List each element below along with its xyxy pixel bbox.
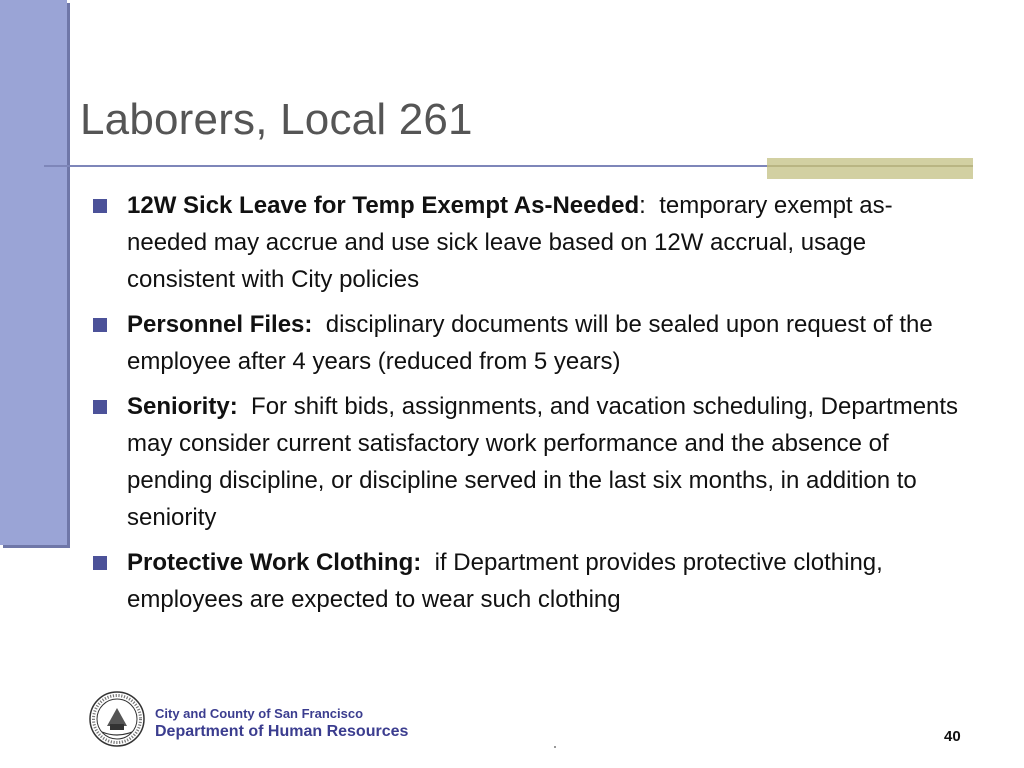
page-number: 40 xyxy=(944,728,961,745)
bullet-item xyxy=(92,187,972,298)
bullet-text: temporary exempt as-needed may accrue and use sick leave based on 12W accrual, usage consistent with City policies xyxy=(127,192,893,293)
bullet-text: disciplinary documents will be sealed upon request of the employee after 4 years (reduced from 5 years) xyxy=(127,311,933,375)
left-decorative-bar xyxy=(0,0,67,545)
bullet-item xyxy=(92,388,972,536)
bullet-separator xyxy=(312,311,325,338)
bullet-heading: Personnel Files: xyxy=(127,311,313,338)
bullet-list xyxy=(92,187,972,626)
footer-department-name: Department of Human Resources xyxy=(155,723,409,741)
bullet-heading: Seniority: xyxy=(127,393,238,420)
bullet-item xyxy=(92,544,972,618)
bullet-separator xyxy=(421,549,434,576)
bullet-heading: Protective Work Clothing: xyxy=(127,549,422,576)
bullet-heading: 12W Sick Leave for Temp Exempt As-Needed xyxy=(127,192,640,219)
bullet-text: For shift bids, assignments, and vacation scheduling, Departments may consider current satisfactory work performance and the absence of pending discipline, or discipline served in the last six months, in addition to seniority xyxy=(127,393,959,531)
square-bullet-icon xyxy=(93,199,107,213)
bullet-item xyxy=(92,306,972,380)
footer-organization xyxy=(155,707,408,741)
square-bullet-icon xyxy=(93,318,107,332)
footer-org-name: City and County of San Francisco xyxy=(155,706,364,721)
footer-dot xyxy=(554,746,556,748)
city-seal-icon xyxy=(88,690,146,748)
bullet-separator: : xyxy=(639,192,660,219)
square-bullet-icon xyxy=(93,400,107,414)
bullet-text: if Department provides protective clothing, employees are expected to wear such clothing xyxy=(127,549,883,613)
slide-title: Laborers, Local 261 xyxy=(80,95,473,144)
square-bullet-icon xyxy=(93,556,107,570)
title-divider xyxy=(44,165,774,167)
bullet-separator xyxy=(238,393,251,420)
accent-bar xyxy=(767,158,973,179)
